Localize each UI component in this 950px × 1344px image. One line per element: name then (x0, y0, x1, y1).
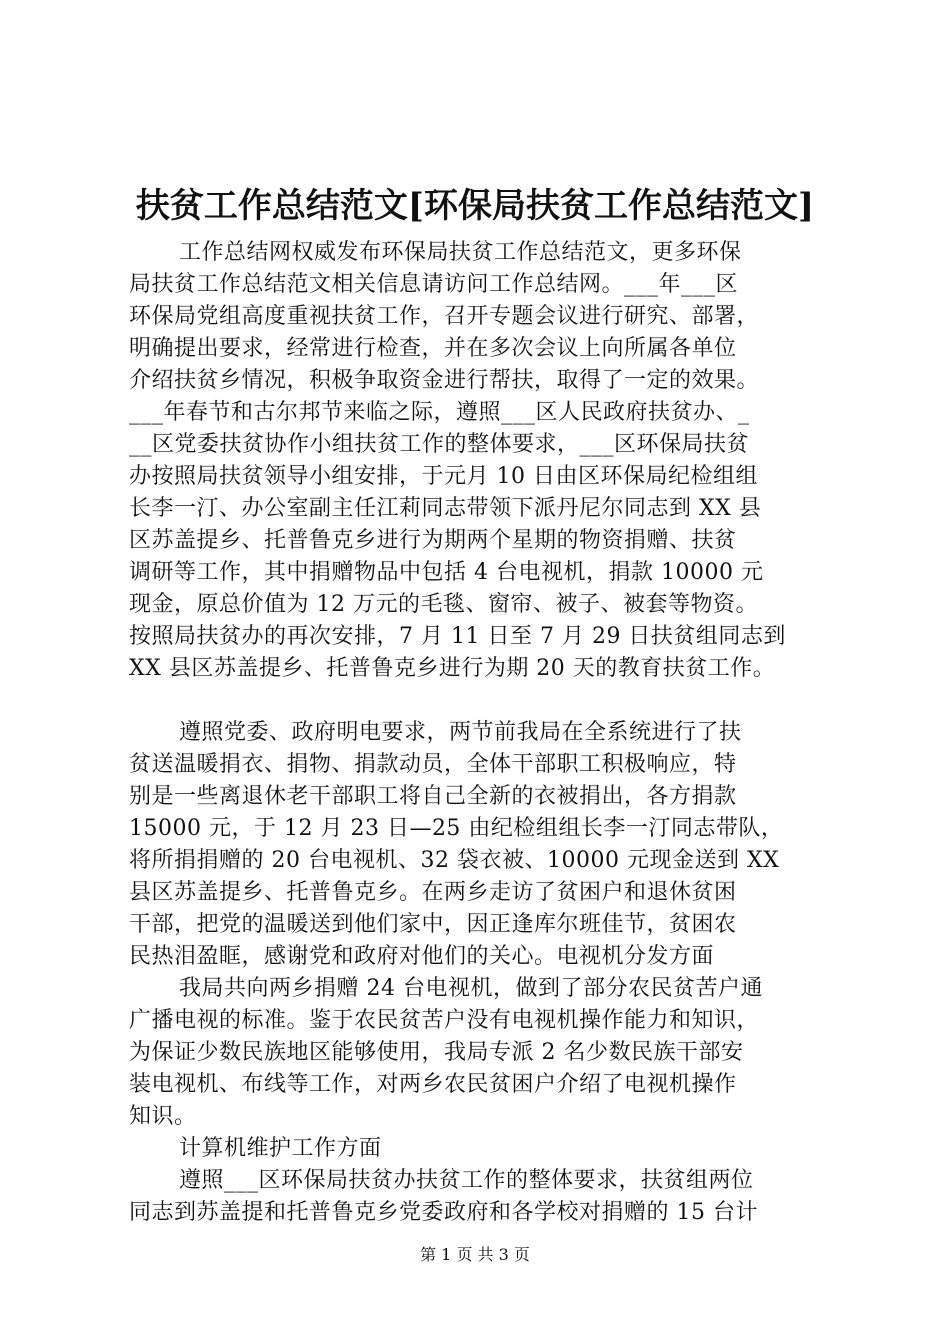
text-line: 明确提出要求，经常进行检查，并在多次会议上向所属各单位 (129, 336, 737, 361)
text-line: 遵照党委、政府明电要求，两节前我局在全系统进行了扶 (179, 720, 742, 745)
text-line: 工作总结网权威发布环保局扶贫工作总结范文，更多环保 (179, 240, 742, 265)
text-line: 广播电视的标准。鉴于农民贫苦户没有电视机操作能力和知识， (129, 1008, 760, 1033)
text-line: 装电视机、布线等工作，对两乡农民贫困户介绍了电视机操作 (129, 1072, 737, 1097)
document-title: 扶贫工作总结范文[环保局扶贫工作总结范文] (135, 186, 815, 226)
text-line: 民热泪盈眶，感谢党和政府对他们的关心。电视机分发方面 (129, 944, 715, 969)
text-line: 介绍扶贫乡情况，积极争取资金进行帮扶，取得了一定的效果。 (129, 368, 760, 393)
text-line: ___年春节和古尔邦节来临之际，遵照___区人民政府扶贫办、_ (129, 400, 750, 425)
text-line: 长李一汀、办公室副主任江莉同志带领下派丹尼尔同志到 XX 县 (129, 496, 762, 521)
section-heading: 计算机维护工作方面 (179, 1136, 382, 1161)
text-line: 局扶贫工作总结范文相关信息请访问工作总结网。___年___区 (129, 272, 739, 297)
text-line: 干部，把党的温暖送到他们家中，因正逢库尔班佳节，贫困农 (129, 912, 737, 937)
paragraph-spacer (129, 685, 827, 717)
text-line: 办按照局扶贫领导小组安排，于元月 10 日由区环保局纪检组组 (129, 464, 758, 489)
text-line: 县区苏盖提乡、托普鲁克乡。在两乡走访了贫困户和退休贫困 (129, 880, 737, 905)
text-line: 环保局党组高度重视扶贫工作，召开专题会议进行研究、部署， (129, 304, 760, 329)
text-line: 调研等工作，其中捐赠物品中包括 4 台电视机，捐款 10000 元 (129, 560, 764, 585)
text-line: 为保证少数民族地区能够使用，我局专派 2 名少数民族干部安 (129, 1040, 744, 1065)
text-line: XX 县区苏盖提乡、托普鲁克乡进行为期 20 天的教育扶贫工作。 (129, 656, 776, 681)
text-line: __区党委扶贫协作小组扶贫工作的整体要求，___区环保局扶贫 (129, 432, 750, 457)
text-line: 15000 元，于 12 月 23 日—25 由纪检组组长李一汀同志带队， (129, 816, 784, 841)
text-line: 将所捐捐赠的 20 台电视机、32 袋衣被、10000 元现金送到 XX (129, 848, 780, 873)
text-line: 知识。 (129, 1104, 197, 1129)
page-number-footer: 第 1 页 共 3 页 (420, 1245, 530, 1264)
text-line: 按照局扶贫办的再次安排，7 月 11 日至 7 月 29 日扶贫组同志到 (129, 624, 786, 649)
text-line: 别是一些离退休老干部职工将自己全新的衣被捐出，各方捐款 (129, 784, 737, 809)
text-line: 现金，原总价值为 12 万元的毛毯、窗帘、被子、被套等物资。 (129, 592, 758, 617)
text-line: 我局共向两乡捐赠 24 台电视机，做到了部分农民贫苦户通 (179, 976, 763, 1001)
document-body (129, 237, 827, 1229)
text-line: 贫送温暖捐衣、捐物、捐款动员，全体干部职工积极响应，特 (129, 752, 737, 777)
text-line: 遵照___区环保局扶贫办扶贫工作的整体要求，扶贫组两位 (179, 1168, 754, 1193)
text-line: 同志到苏盖提和托普鲁克乡党委政府和各学校对捐赠的 15 台计 (129, 1200, 758, 1225)
text-line: 区苏盖提乡、托普鲁克乡进行为期两个星期的物资捐赠、扶贫 (129, 528, 737, 553)
